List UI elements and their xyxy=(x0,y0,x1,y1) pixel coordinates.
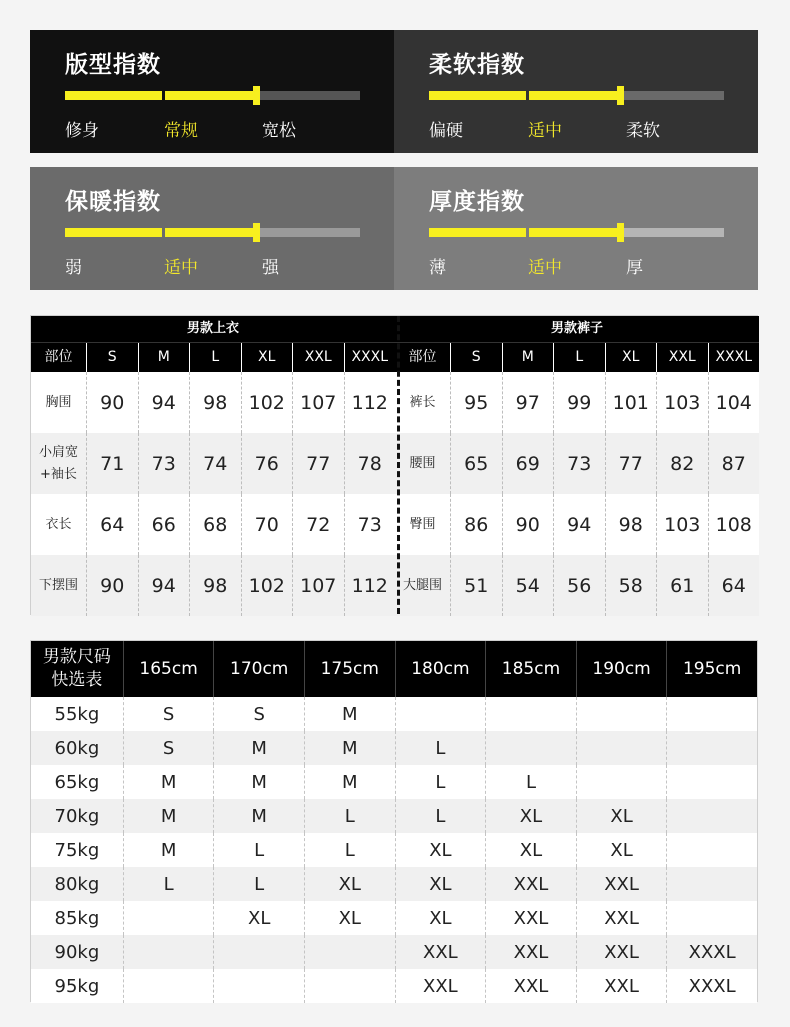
measure-label: 大腿围 xyxy=(402,577,442,593)
size-cell xyxy=(213,935,304,969)
size-cell: L xyxy=(123,867,214,901)
size-value: 56 xyxy=(553,555,605,616)
table-row xyxy=(31,494,395,555)
table-row xyxy=(395,372,759,433)
size-value: 86 xyxy=(450,494,502,555)
scale-label: 强 xyxy=(262,258,279,278)
scale-label: 常规 xyxy=(164,121,198,141)
measure-label: 臀围 xyxy=(409,516,436,532)
size-cell xyxy=(304,935,395,969)
size-cell: XL xyxy=(395,901,486,935)
column-header: M xyxy=(138,343,190,372)
index-panels xyxy=(30,30,758,290)
size-cell: XXL xyxy=(576,867,667,901)
size-value: 76 xyxy=(241,433,293,494)
column-header: XXL xyxy=(292,343,344,372)
weight-label: 65kg xyxy=(54,771,100,793)
measure-label: 小肩宽 +袖长 xyxy=(38,444,78,482)
size-cell: L xyxy=(395,799,486,833)
height-header: 170cm xyxy=(213,641,304,697)
size-value: 98 xyxy=(605,494,657,555)
size-cell: L xyxy=(485,765,576,799)
table-body xyxy=(31,372,395,616)
size-cell xyxy=(666,731,757,765)
size-value: 82 xyxy=(656,433,708,494)
size-cell xyxy=(123,901,214,935)
quick-row xyxy=(31,969,757,1003)
level-marker xyxy=(617,223,624,242)
size-cell xyxy=(123,969,214,1003)
quick-header-row xyxy=(31,641,757,697)
size-cell xyxy=(666,765,757,799)
table-row xyxy=(395,433,759,494)
size-value: 74 xyxy=(189,433,241,494)
scale-label: 弱 xyxy=(65,258,82,278)
size-cell: XXL xyxy=(485,969,576,1003)
size-value: 73 xyxy=(553,433,605,494)
size-cell: M xyxy=(123,765,214,799)
column-header: 部位 xyxy=(408,349,437,365)
size-value: 90 xyxy=(502,494,554,555)
scale-label: 适中 xyxy=(528,258,562,278)
level-marker xyxy=(617,86,624,105)
height-header: 165cm xyxy=(123,641,214,697)
index-bar xyxy=(65,228,360,237)
size-value: 98 xyxy=(189,555,241,616)
size-cell xyxy=(576,731,667,765)
size-cell: M xyxy=(304,765,395,799)
panel-title: 版型指数 xyxy=(65,52,161,78)
size-cell xyxy=(395,697,486,731)
index-bar xyxy=(65,91,360,100)
header-row xyxy=(31,342,395,372)
size-cell: XXL xyxy=(485,935,576,969)
weight-label: 80kg xyxy=(54,873,100,895)
size-value: 68 xyxy=(189,494,241,555)
size-value: 108 xyxy=(708,494,760,555)
size-value: 69 xyxy=(502,433,554,494)
size-cell: XXL xyxy=(576,901,667,935)
size-value: 102 xyxy=(241,555,293,616)
size-cell: XXXL xyxy=(666,969,757,1003)
size-table xyxy=(30,315,758,615)
measure-label: 衣长 xyxy=(45,516,72,532)
size-value: 104 xyxy=(708,372,760,433)
weight-label: 85kg xyxy=(54,907,100,929)
size-value: 65 xyxy=(450,433,502,494)
quick-row xyxy=(31,697,757,731)
table-row xyxy=(31,555,395,616)
weight-label: 60kg xyxy=(54,737,100,759)
table-divider xyxy=(397,316,400,614)
size-cell xyxy=(666,697,757,731)
size-value: 51 xyxy=(450,555,502,616)
size-value: 112 xyxy=(344,372,396,433)
size-value: 73 xyxy=(344,494,396,555)
quick-row xyxy=(31,765,757,799)
size-value: 58 xyxy=(605,555,657,616)
scale-label: 薄 xyxy=(429,258,446,278)
size-cell: XL xyxy=(395,867,486,901)
size-value: 78 xyxy=(344,433,396,494)
table-body xyxy=(395,372,759,616)
scale-label: 偏硬 xyxy=(429,121,463,141)
index-bar xyxy=(429,228,724,237)
size-cell: M xyxy=(123,799,214,833)
column-header: XL xyxy=(605,343,657,372)
scale-label: 适中 xyxy=(528,121,562,141)
size-value: 112 xyxy=(344,555,396,616)
quick-row xyxy=(31,935,757,969)
size-value: 54 xyxy=(502,555,554,616)
column-header: L xyxy=(189,343,241,372)
size-cell xyxy=(576,697,667,731)
quick-size-table xyxy=(30,640,758,1002)
quick-row xyxy=(31,799,757,833)
level-marker xyxy=(253,86,260,105)
size-cell: XL xyxy=(213,901,304,935)
level-marker xyxy=(253,223,260,242)
panel-title: 保暖指数 xyxy=(65,189,161,215)
column-header: XXXL xyxy=(708,343,760,372)
size-value: 107 xyxy=(292,555,344,616)
size-cell: L xyxy=(395,731,486,765)
scale-label: 适中 xyxy=(164,258,198,278)
quick-corner-label: 男款尺码 快选表 xyxy=(42,647,111,690)
bar-separator xyxy=(162,228,165,237)
weight-label: 55kg xyxy=(54,703,100,725)
size-value: 95 xyxy=(450,372,502,433)
column-header: XXXL xyxy=(344,343,396,372)
measure-label: 腰围 xyxy=(409,455,436,471)
size-value: 102 xyxy=(241,372,293,433)
size-value: 77 xyxy=(292,433,344,494)
size-value: 94 xyxy=(138,372,190,433)
panel-title: 厚度指数 xyxy=(429,189,525,215)
size-value: 87 xyxy=(708,433,760,494)
quick-row xyxy=(31,731,757,765)
size-cell: S xyxy=(123,697,214,731)
size-value: 103 xyxy=(656,372,708,433)
warmth-index-panel xyxy=(30,167,394,290)
size-cell: XXXL xyxy=(666,935,757,969)
height-header: 185cm xyxy=(485,641,576,697)
size-cell: XL xyxy=(304,901,395,935)
size-cell xyxy=(666,799,757,833)
fit-index-panel xyxy=(30,30,394,153)
size-cell: XL xyxy=(485,799,576,833)
weight-label: 70kg xyxy=(54,805,100,827)
size-cell: XL xyxy=(576,799,667,833)
size-cell: XXL xyxy=(485,867,576,901)
size-cell xyxy=(213,969,304,1003)
measure-label: 胸围 xyxy=(45,394,72,410)
size-value: 90 xyxy=(86,555,138,616)
weight-label: 95kg xyxy=(54,975,100,997)
size-cell xyxy=(666,867,757,901)
table-row xyxy=(31,433,395,494)
size-cell: XXL xyxy=(576,935,667,969)
size-cell: M xyxy=(213,731,304,765)
weight-label: 90kg xyxy=(54,941,100,963)
size-cell xyxy=(485,697,576,731)
size-value: 107 xyxy=(292,372,344,433)
size-value: 103 xyxy=(656,494,708,555)
size-value: 77 xyxy=(605,433,657,494)
size-cell: L xyxy=(304,799,395,833)
size-cell: M xyxy=(304,731,395,765)
size-cell: M xyxy=(213,765,304,799)
column-header: XXL xyxy=(656,343,708,372)
table-row xyxy=(395,494,759,555)
size-cell xyxy=(123,935,214,969)
size-value: 66 xyxy=(138,494,190,555)
size-cell: S xyxy=(123,731,214,765)
table-title: 男款裤子 xyxy=(395,316,759,342)
size-cell: XL xyxy=(485,833,576,867)
bar-separator xyxy=(526,228,529,237)
size-value: 98 xyxy=(189,372,241,433)
size-value: 72 xyxy=(292,494,344,555)
size-value: 71 xyxy=(86,433,138,494)
size-value: 101 xyxy=(605,372,657,433)
column-header: S xyxy=(86,343,138,372)
size-cell xyxy=(576,765,667,799)
column-header: M xyxy=(502,343,554,372)
bar-separator xyxy=(526,91,529,100)
quick-body xyxy=(31,697,757,1003)
size-cell: XXL xyxy=(395,969,486,1003)
size-value: 61 xyxy=(656,555,708,616)
size-cell: XXL xyxy=(576,969,667,1003)
measure-label: 裤长 xyxy=(409,394,436,410)
index-bar xyxy=(429,91,724,100)
panel-title: 柔软指数 xyxy=(429,52,525,78)
size-cell: L xyxy=(213,833,304,867)
scale-label: 柔软 xyxy=(626,121,660,141)
size-cell: S xyxy=(213,697,304,731)
column-header: 部位 xyxy=(44,349,73,365)
size-value: 70 xyxy=(241,494,293,555)
quick-row xyxy=(31,833,757,867)
measure-label: 下摆围 xyxy=(38,577,78,593)
size-cell: XL xyxy=(304,867,395,901)
height-header: 195cm xyxy=(666,641,757,697)
height-header: 180cm xyxy=(395,641,486,697)
size-value: 94 xyxy=(138,555,190,616)
weight-label: 75kg xyxy=(54,839,100,861)
softness-index-panel xyxy=(394,30,758,153)
size-value: 64 xyxy=(86,494,138,555)
scale-label: 修身 xyxy=(65,121,99,141)
size-value: 64 xyxy=(708,555,760,616)
scale-label: 厚 xyxy=(626,258,643,278)
table-title: 男款上衣 xyxy=(31,316,395,342)
size-value: 97 xyxy=(502,372,554,433)
table-row xyxy=(31,372,395,433)
column-header: S xyxy=(450,343,502,372)
bar-separator xyxy=(162,91,165,100)
size-cell: L xyxy=(304,833,395,867)
thickness-index-panel xyxy=(394,167,758,290)
size-cell xyxy=(304,969,395,1003)
scale-label: 宽松 xyxy=(262,121,296,141)
height-header: 190cm xyxy=(576,641,667,697)
size-value: 94 xyxy=(553,494,605,555)
header-row xyxy=(395,342,759,372)
pants-size-table xyxy=(395,316,759,614)
size-cell: M xyxy=(213,799,304,833)
size-value: 90 xyxy=(86,372,138,433)
column-header: L xyxy=(553,343,605,372)
size-cell: XXL xyxy=(485,901,576,935)
size-cell: XL xyxy=(395,833,486,867)
size-value: 99 xyxy=(553,372,605,433)
size-cell xyxy=(666,901,757,935)
size-cell: M xyxy=(123,833,214,867)
column-header: XL xyxy=(241,343,293,372)
table-row xyxy=(395,555,759,616)
panel-row xyxy=(30,30,758,153)
top-size-table xyxy=(31,316,395,614)
size-cell: XXL xyxy=(395,935,486,969)
size-cell: L xyxy=(213,867,304,901)
size-cell xyxy=(485,731,576,765)
size-cell: XL xyxy=(576,833,667,867)
size-cell: L xyxy=(395,765,486,799)
panel-row xyxy=(30,167,758,290)
size-value: 73 xyxy=(138,433,190,494)
quick-row xyxy=(31,867,757,901)
size-cell xyxy=(666,833,757,867)
size-cell: M xyxy=(304,697,395,731)
quick-row xyxy=(31,901,757,935)
height-header: 175cm xyxy=(304,641,395,697)
